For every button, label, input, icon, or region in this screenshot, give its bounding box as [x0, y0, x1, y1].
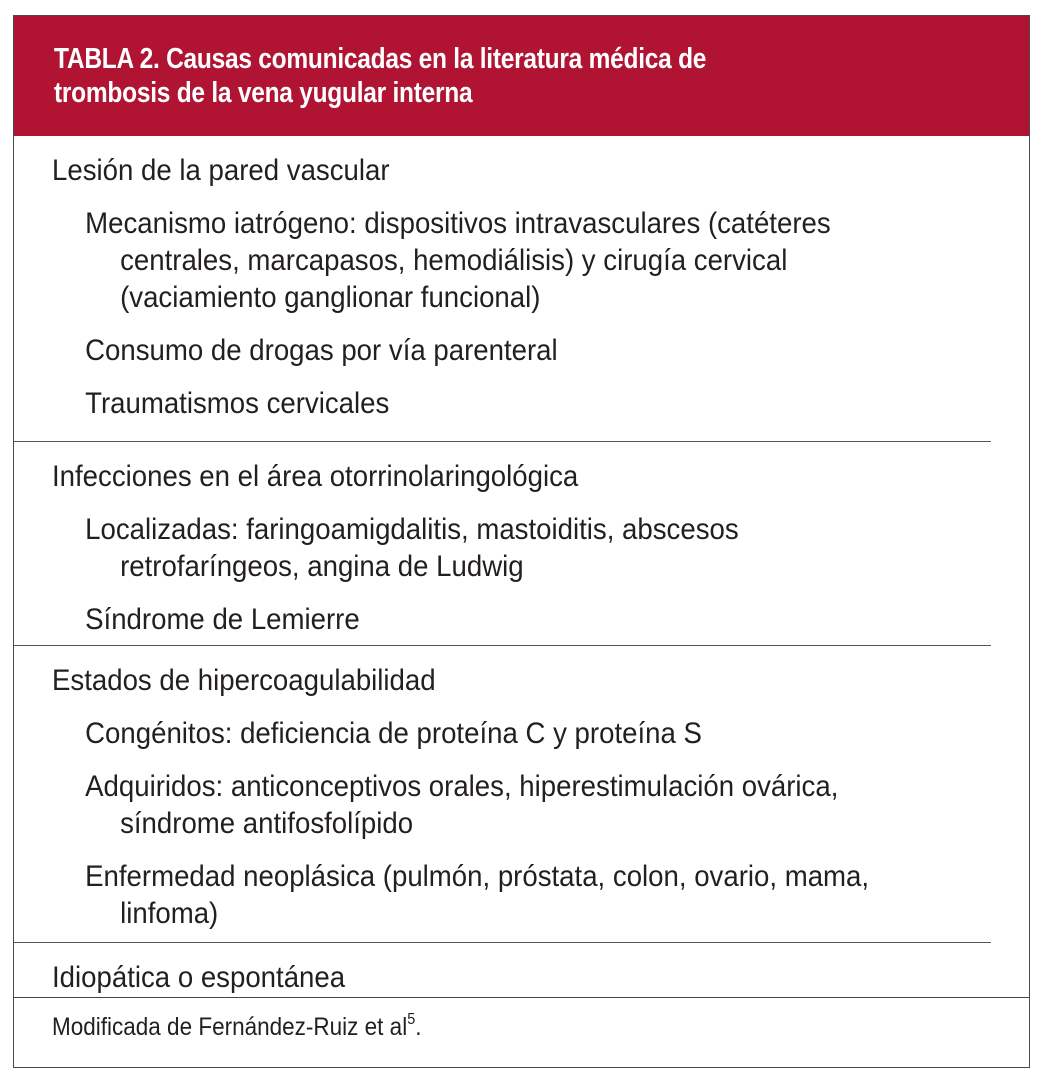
item-line: síndrome antifosfolípido [120, 807, 414, 840]
item-line: (vaciamiento ganglionar funcional) [120, 281, 541, 314]
item-line: Localizadas: faringoamigdalitis, mastoiditis, abscesos [85, 513, 739, 546]
item-line: Adquiridos: anticonceptivos orales, hiperestimulación ovárica, [85, 770, 839, 803]
group-hypercoagulability [14, 646, 1029, 942]
item-line: Traumatismos cervicales [85, 387, 390, 420]
group-heading: Idiopática o espontánea [52, 961, 346, 994]
table-frame [13, 15, 1030, 1068]
table-title [54, 42, 1000, 110]
list-item [52, 858, 991, 932]
table-footnote [52, 1012, 421, 1042]
list-item [52, 715, 991, 752]
group-heading: Infecciones en el área otorrinolaringológica [52, 460, 579, 493]
table-header [14, 16, 1029, 136]
item-line: Enfermedad neoplásica (pulmón, próstata, colon, ovario, mama, [85, 860, 870, 893]
table-title-line2: trombosis de la vena yugular interna [54, 77, 473, 109]
item-line: Consumo de drogas por vía parenteral [85, 334, 558, 367]
group-ent-infections [14, 442, 1029, 645]
item-line: linfoma) [120, 897, 219, 930]
list-item [52, 205, 991, 316]
footnote-reference: 5 [407, 1011, 416, 1028]
list-item [52, 511, 991, 585]
table-title-line1: Causas comunicadas en la literatura médica de [166, 43, 707, 75]
item-line: Síndrome de Lemierre [85, 603, 360, 636]
item-line: Mecanismo iatrógeno: dispositivos intravasculares (catéteres [85, 207, 831, 240]
item-line: centrales, marcapasos, hemodiálisis) y cirugía cervical [120, 244, 788, 277]
item-line: retrofaríngeos, angina de Ludwig [120, 550, 524, 583]
group-idiopathic [14, 943, 1029, 999]
group-heading: Estados de hipercoagulabilidad [52, 664, 436, 697]
footnote-divider [14, 997, 1029, 998]
list-item [52, 768, 991, 842]
table-label: TABLA 2. [54, 43, 160, 75]
list-item [52, 385, 991, 422]
group-heading: Lesión de la pared vascular [52, 154, 390, 187]
group-vascular-wall [14, 136, 1029, 441]
footnote-end: . [415, 1013, 422, 1041]
table-body [14, 136, 1029, 999]
item-line: Congénitos: deficiencia de proteína C y proteína S [85, 717, 702, 750]
list-item [52, 601, 991, 638]
footnote-text: Modificada de Fernández-Ruiz et al [52, 1013, 408, 1041]
list-item [52, 332, 991, 369]
